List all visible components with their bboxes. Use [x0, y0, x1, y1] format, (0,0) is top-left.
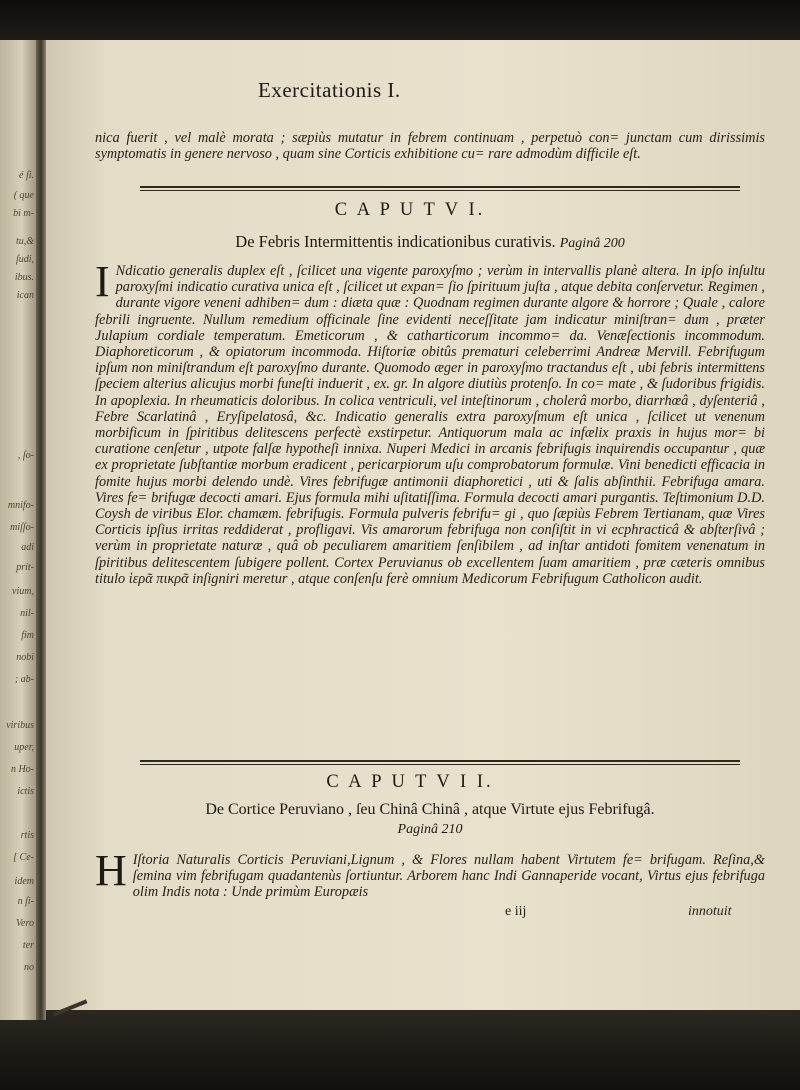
chapter-7-subtitle: [95, 800, 765, 840]
facing-page-edge: é ſi. ( que bi m- tu,& ſudi, ibus. ican , ſo- mnifo- miſſo- adi prit- vium, nil- fim nobi ; ab- viribus uper, n Ho- ictis rtis [ Ce- idem n ſi- Vero ter no: [0, 40, 36, 1020]
chapter-6-body: [95, 257, 765, 587]
chapter-7-body: [95, 846, 765, 901]
chapter-rule: [140, 186, 740, 188]
catchword: innotuit: [688, 904, 732, 919]
intro-paragraph: nica fuerit , vel malè morata ; sæpiùs mutatur in febrem continuam , perpetuò con= junctam cum dirissimis symptomatis in genere nervoso , quam sine Corticis exhibitione cu= rare admodùm difficile eſt.: [95, 130, 765, 163]
chapter-rule-thin: [140, 190, 740, 191]
chapter-7-dropcap: H: [95, 846, 127, 895]
chapter-7-title: De Cortice Peruviano , ſeu Chinâ Chinâ , atque Virtute ejus Febrifugâ.: [205, 801, 655, 818]
chapter-rule-2-thin: [140, 764, 740, 765]
chapter-6-dropcap: I: [95, 257, 110, 306]
signature-mark: e iij: [505, 904, 527, 919]
chapter-rule-2: [140, 760, 740, 762]
running-head: Exercitationis I.: [258, 78, 401, 102]
chapter-6-page-ref: Paginâ 200: [559, 236, 625, 251]
book-gutter: [36, 40, 46, 1020]
chapter-6-text: Ndicatio generalis duplex eſt , ſcilicet una vigente paroxyſmo ; verùm in intervallis planè altera. In ipſo inſultu paroxyſmi indicatio curativa unica eſt , ſcilicet ut expan= ſio ſpirituum juſta , atque debita conſervetur. Regimen , durante vigore veneni adhiben= dum : diæta quæ : Quodnam regimen durante algore & horrore ; Quale , calore febrili ingruente. Nullum remedium officinale ſine evidenti neceſſitate jam indicatur miniſtran= dum , præter Julapium cordiale temperatum. Emeticorum , & catharticorum incommo= da. Venæſectionis incommodum. Diaphoreticorum , & opiatorum incommoda. Hiſtoriæ obitûs prematuri celeberrimi Andreæ Mervill. Febrifugum ipſum non miniſtrandum eſt paroxyſmo durante. Quomodo æger in paroxyſmo tractandus eſt , ubi febris intermittens ſpeciem alterius alicujus morbi funeſti induerit , ex. gr. In algore diutiùs protenſo. In co= mate , & ſudoribus frigidis. In apoplexia. In rheumaticis doloribus. In colica ventriculi, vel inteſtinorum , cholerâ morbo, diarrhœâ , dyſenteriâ , Febre Scarlatinâ , Eryſipelatosâ, &c. Indicatio generalis extra paroxyſmum eſt unica , ſcilicet ut venenum morbificum in ſpiritibus delitescens perfectè exstirpetur. Antiquorum mala ac infælix praxis in hujus mor= bi curatione cenſetur , utpote falſæ hypotheſi innixa. Nuperi Medici in arcanis febrifugis inquirendis occupantur , quæ ex proprietate ſubſtantiæ morbum eradicent , pericarpiorum uſu comprobatorum formulæ. Vini benedicti efficacia in fomite hujus morbi delendo undè. Vires febrifugæ antimonii diaphoretici , uti & ſalis abſinthii. Febrifuga amara. Vires fe= brifugæ decocti amari. Ejus formula mihi uſitatiſſima. Formula decocti amari purgantis. Teſtimonium D.D. Coysh de viribus Elor. chamæm. febrifugis. Formula pulveris febrifu= gi , quo ſæpiùs Febrem Tertianam, quæ Vires Corticis ipſius irritas reddiderat , profligavi. Vis amarorum febrifuga non conſiſtit in vi ecphracticâ & abſterſivâ ; verùm in proprietate naturæ , quâ ob peculiarem amaritiem ſenſibilem , ad inſtar antidoti fomitem venenatum in ſpiritibus delitescentem ſubigere pollent. Cortex Peruvianus ob excellentem ſuam amaritiem , præ cæteris omnibus titulo ἱερᾶ πικρᾶ inſigniri meretur , atque conſenſu ferè omnium Medicorum Febrifugum Catholicon audit.: [95, 263, 765, 587]
chapter-7-heading: C A P U T V I I.: [326, 772, 494, 792]
chapter-7-text: Iſtoria Naturalis Corticis Peruviani,Lignum , & Flores nullam habent Virtutem fe= brifugam. Reſina,& ſemina vim febrifugam quadantenùs ſortiuntur. Arborem hanc Indi Gannaperide vocant, Virtus ejus febrifuga olim Indis nota : Unde primùm Europæis: [132, 852, 765, 901]
chapter-7-page-ref: Paginâ 210: [397, 822, 463, 837]
chapter-6-heading: C A P U T V I.: [334, 200, 486, 220]
scan-background-bottom: [0, 1010, 800, 1090]
chapter-6-subtitle: [95, 232, 765, 254]
chapter-6-title: De Febris Intermittentis indicationibus curativis.: [235, 232, 556, 251]
